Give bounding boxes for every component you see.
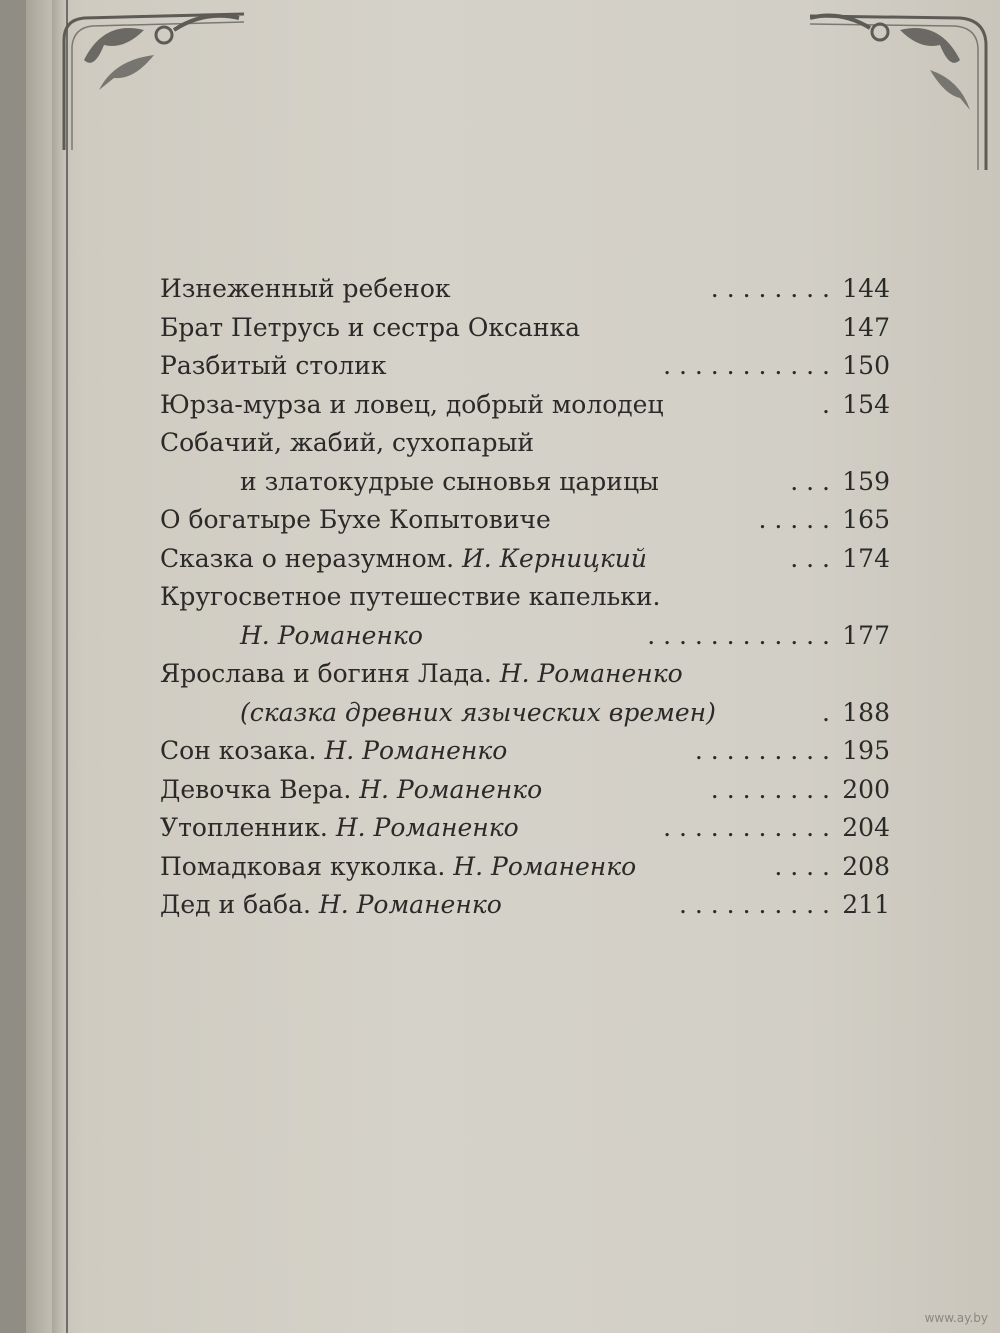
toc-page-number: 208 xyxy=(842,851,890,881)
toc-page-number: 188 xyxy=(842,697,890,727)
toc-page-number: 195 xyxy=(842,736,890,765)
toc-entry-author: Н. Романенко xyxy=(240,620,423,650)
toc-entry-title: Сон козака. Н. Романенко xyxy=(160,736,508,765)
toc-entry xyxy=(160,886,890,925)
toc-entry-author: Н. Романенко xyxy=(324,736,508,765)
toc-entry-title: Брат Петрусь и сестра Оксанка xyxy=(160,312,581,342)
toc-entry xyxy=(160,463,890,502)
toc-page-number: 211 xyxy=(842,890,890,919)
toc-entry-title: Ярослава и богиня Лада. Н. Романенко xyxy=(160,659,683,688)
corner-ornament-left-icon xyxy=(44,0,244,150)
toc-page-number: 177 xyxy=(842,620,890,650)
toc-entry xyxy=(160,347,890,386)
toc-entry xyxy=(160,386,890,425)
toc-leader-dots: . . . xyxy=(790,466,830,496)
toc-entry-title: Собачий, жабий, сухопарый xyxy=(160,428,535,457)
toc-leader-dots: . . . . . . . . . . . . xyxy=(647,620,830,650)
toc-entry-title: О богатыре Бухе Копытовиче xyxy=(160,505,551,534)
toc-entry xyxy=(160,771,890,810)
toc-leader-dots: . xyxy=(822,389,830,419)
toc-leader-dots: . . . . . xyxy=(758,505,830,534)
toc-entry-title: и златокудрые сыновья царицы xyxy=(240,466,659,496)
page-fold-shadow xyxy=(52,0,66,1333)
toc-entry-title: Кругосветное путешествие капельки. xyxy=(160,582,661,611)
toc-entry-author: Н. Романенко xyxy=(318,890,502,919)
toc-leader-dots: . . . . . . . . . . . xyxy=(663,351,830,380)
toc-entry xyxy=(160,809,890,848)
corner-ornament-right-icon xyxy=(810,0,1000,170)
toc-page-number: 147 xyxy=(842,312,890,342)
toc-leader-dots: . xyxy=(822,697,830,727)
toc-entry xyxy=(160,848,890,887)
toc-entry xyxy=(160,424,890,463)
toc-entry-title: Помадковая куколка. Н. Романенко xyxy=(160,851,637,881)
toc-page-number: 174 xyxy=(842,543,890,573)
toc-leader-dots: . . . . . . . . xyxy=(710,274,830,303)
toc-entry-author: Н. Романенко xyxy=(499,659,683,688)
toc-entry-author: Н. Романенко xyxy=(453,851,637,881)
watermark: www.ay.by xyxy=(924,1311,988,1325)
toc-leader-dots: . . . . . . . . . . xyxy=(679,890,830,919)
toc-entry xyxy=(160,732,890,771)
toc-entry-title: Юрза-мурза и ловец, добрый молодец xyxy=(160,389,664,419)
toc-entry-title xyxy=(240,617,423,656)
toc-entry xyxy=(160,694,890,733)
toc-entry xyxy=(160,501,890,540)
toc-page-number: 154 xyxy=(842,389,890,419)
toc-leader-dots: . . . . xyxy=(774,851,830,881)
toc-page-number: 159 xyxy=(842,466,890,496)
toc-entry-title: Утопленник. Н. Романенко xyxy=(160,813,519,842)
toc-page-number: 165 xyxy=(842,505,890,534)
toc-entry-subtitle: (сказка древних языческих времен) xyxy=(240,697,716,727)
toc-page-number: 204 xyxy=(842,813,890,842)
table-of-contents xyxy=(160,270,890,925)
toc-leader-dots: . . . . . . . . . . . xyxy=(663,813,830,842)
page-frame-line xyxy=(66,0,68,1333)
toc-entry-title: Девочка Вера. Н. Романенко xyxy=(160,774,543,804)
toc-page-number: 150 xyxy=(842,351,890,380)
toc-entry xyxy=(160,309,890,348)
toc-entry-author: И. Керницкий xyxy=(461,543,647,573)
toc-entry-author: Н. Романенко xyxy=(359,774,543,804)
toc-leader-dots: . . . xyxy=(790,543,830,573)
toc-entry xyxy=(160,617,890,656)
toc-entry-title: Разбитый столик xyxy=(160,351,387,380)
toc-entry-title: Дед и баба. Н. Романенко xyxy=(160,890,502,919)
toc-entry-title xyxy=(240,694,716,733)
toc-page-number: 200 xyxy=(842,774,890,804)
toc-entry xyxy=(160,270,890,309)
toc-entry-author: Н. Романенко xyxy=(335,813,519,842)
toc-entry-title: Изнеженный ребенок xyxy=(160,274,451,303)
toc-entry xyxy=(160,655,890,694)
toc-leader-dots: . . . . . . . . xyxy=(710,774,830,804)
toc-entry-title: Сказка о неразумном. И. Керницкий xyxy=(160,543,647,573)
toc-page-number: 144 xyxy=(842,274,890,303)
toc-leader-dots: . . . . . . . . . xyxy=(694,736,830,765)
toc-entry xyxy=(160,578,890,617)
toc-entry xyxy=(160,540,890,579)
